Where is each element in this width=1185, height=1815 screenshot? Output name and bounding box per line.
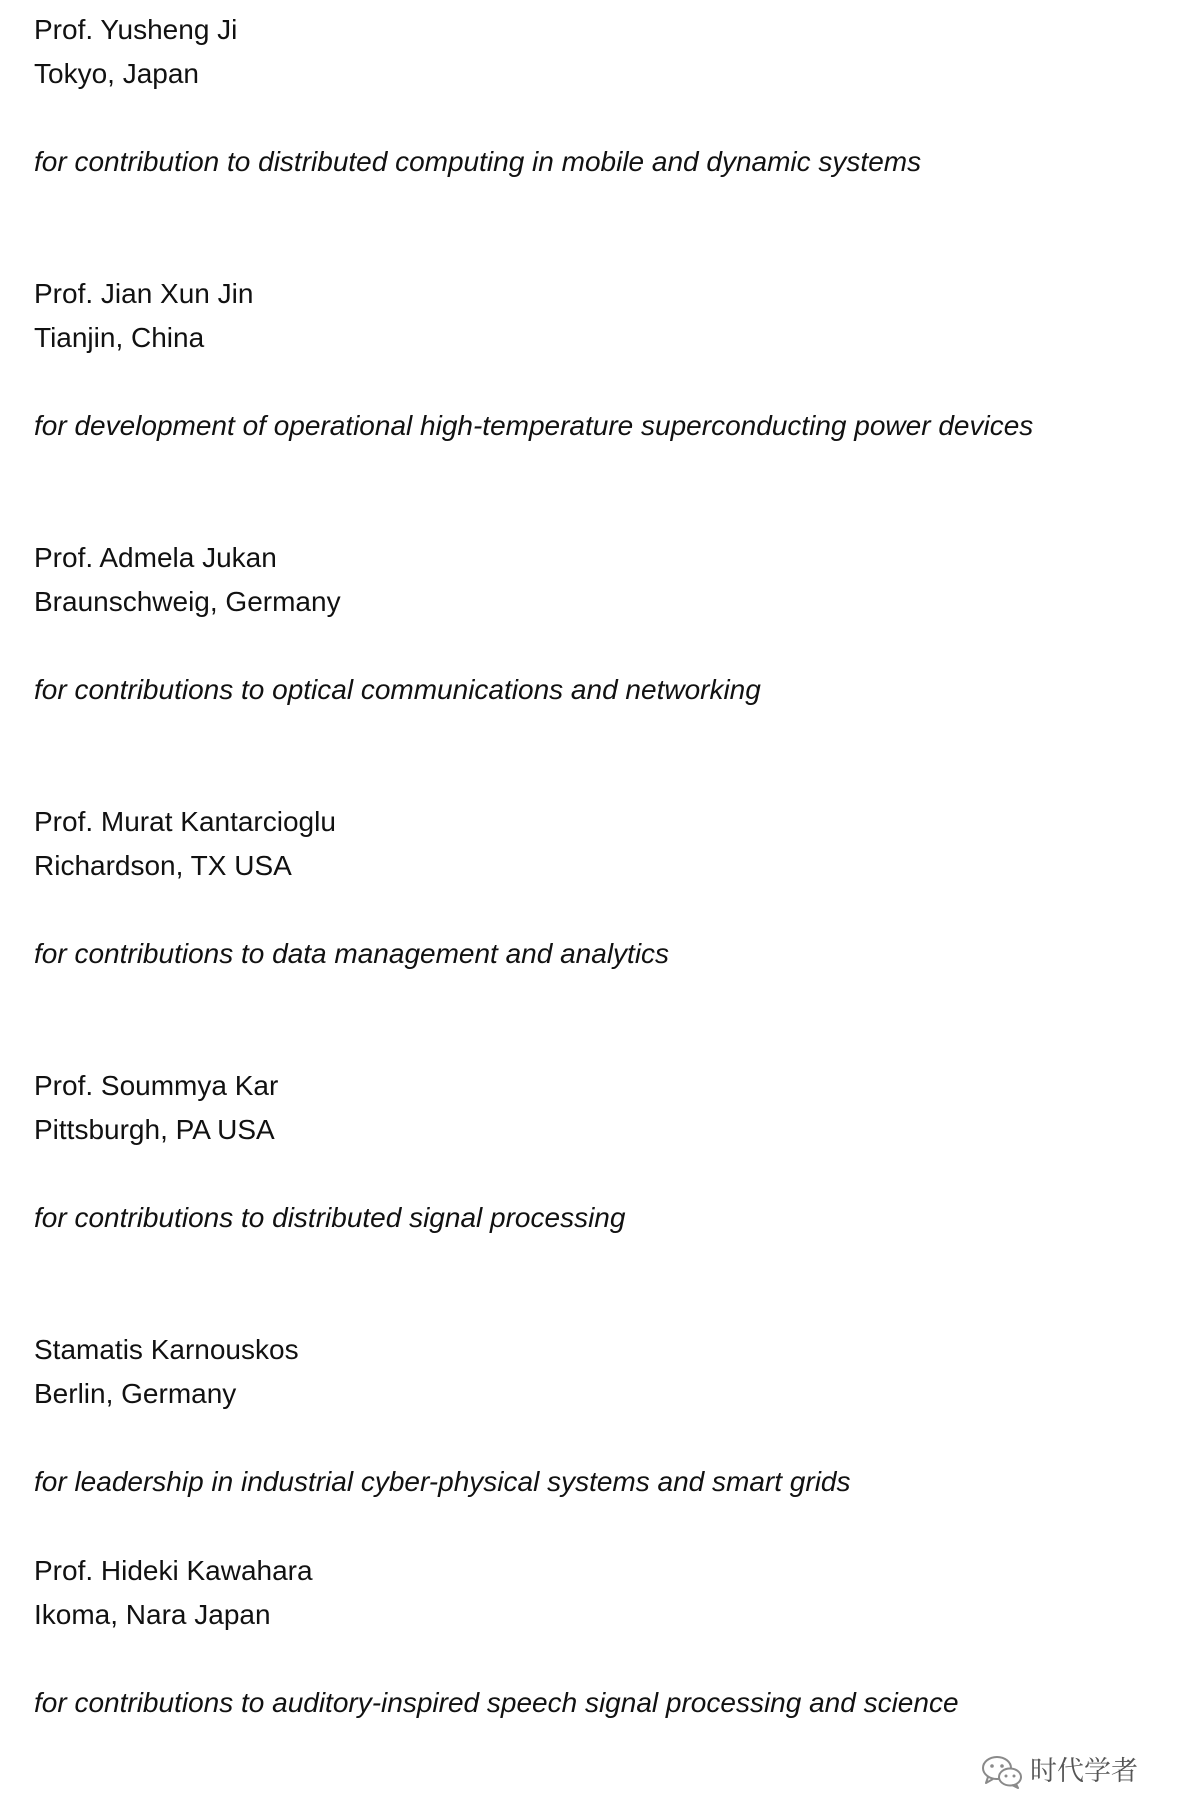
fellow-location: Tokyo, Japan (34, 58, 199, 89)
fellow-entry-karnouskos (34, 1328, 1154, 1504)
fellow-name: Prof. Admela Jukan (34, 542, 277, 573)
fellow-citation: for contributions to data management and analytics (34, 938, 670, 969)
fellow-location: Tianjin, China (34, 322, 205, 353)
fellow-citation: for leadership in industrial cyber-physical systems and smart grids (34, 1466, 851, 1497)
fellow-entry-jukan (34, 536, 1154, 712)
fellow-name: Prof. Soummya Kar (34, 1070, 279, 1101)
fellow-name: Prof. Jian Xun Jin (34, 278, 254, 309)
fellow-name: Prof. Hideki Kawahara (34, 1555, 313, 1586)
fellow-citation: for contribution to distributed computing in mobile and dynamic systems (34, 146, 922, 177)
fellow-name: Prof. Murat Kantarcioglu (34, 806, 336, 837)
fellow-entry-kantarcioglu (34, 800, 1154, 976)
fellow-location: Braunschweig, Germany (34, 586, 341, 617)
fellow-entry-jin (34, 272, 1154, 448)
fellow-name: Stamatis Karnouskos (34, 1334, 299, 1365)
fellow-entry-kawahara (34, 1549, 1154, 1725)
fellow-entry-kar (34, 1064, 1154, 1240)
fellow-citation: for development of operational high-temperature superconducting power devices (34, 410, 1034, 441)
fellow-location: Berlin, Germany (34, 1378, 237, 1409)
wechat-icon (980, 1754, 1024, 1790)
fellow-name: Prof. Yusheng Ji (34, 14, 238, 45)
fellow-citation: for contributions to distributed signal processing (34, 1202, 626, 1233)
fellow-location: Richardson, TX USA (34, 850, 292, 881)
fellow-location: Pittsburgh, PA USA (34, 1114, 275, 1145)
watermark (980, 1752, 1138, 1792)
fellow-location: Ikoma, Nara Japan (34, 1599, 271, 1630)
watermark-text: 时代学者 (1030, 1756, 1138, 1787)
fellow-citation: for contributions to auditory-inspired speech signal processing and science (34, 1687, 959, 1718)
fellow-citation: for contributions to optical communications and networking (34, 674, 761, 705)
fellow-entry-ji (34, 8, 1154, 184)
